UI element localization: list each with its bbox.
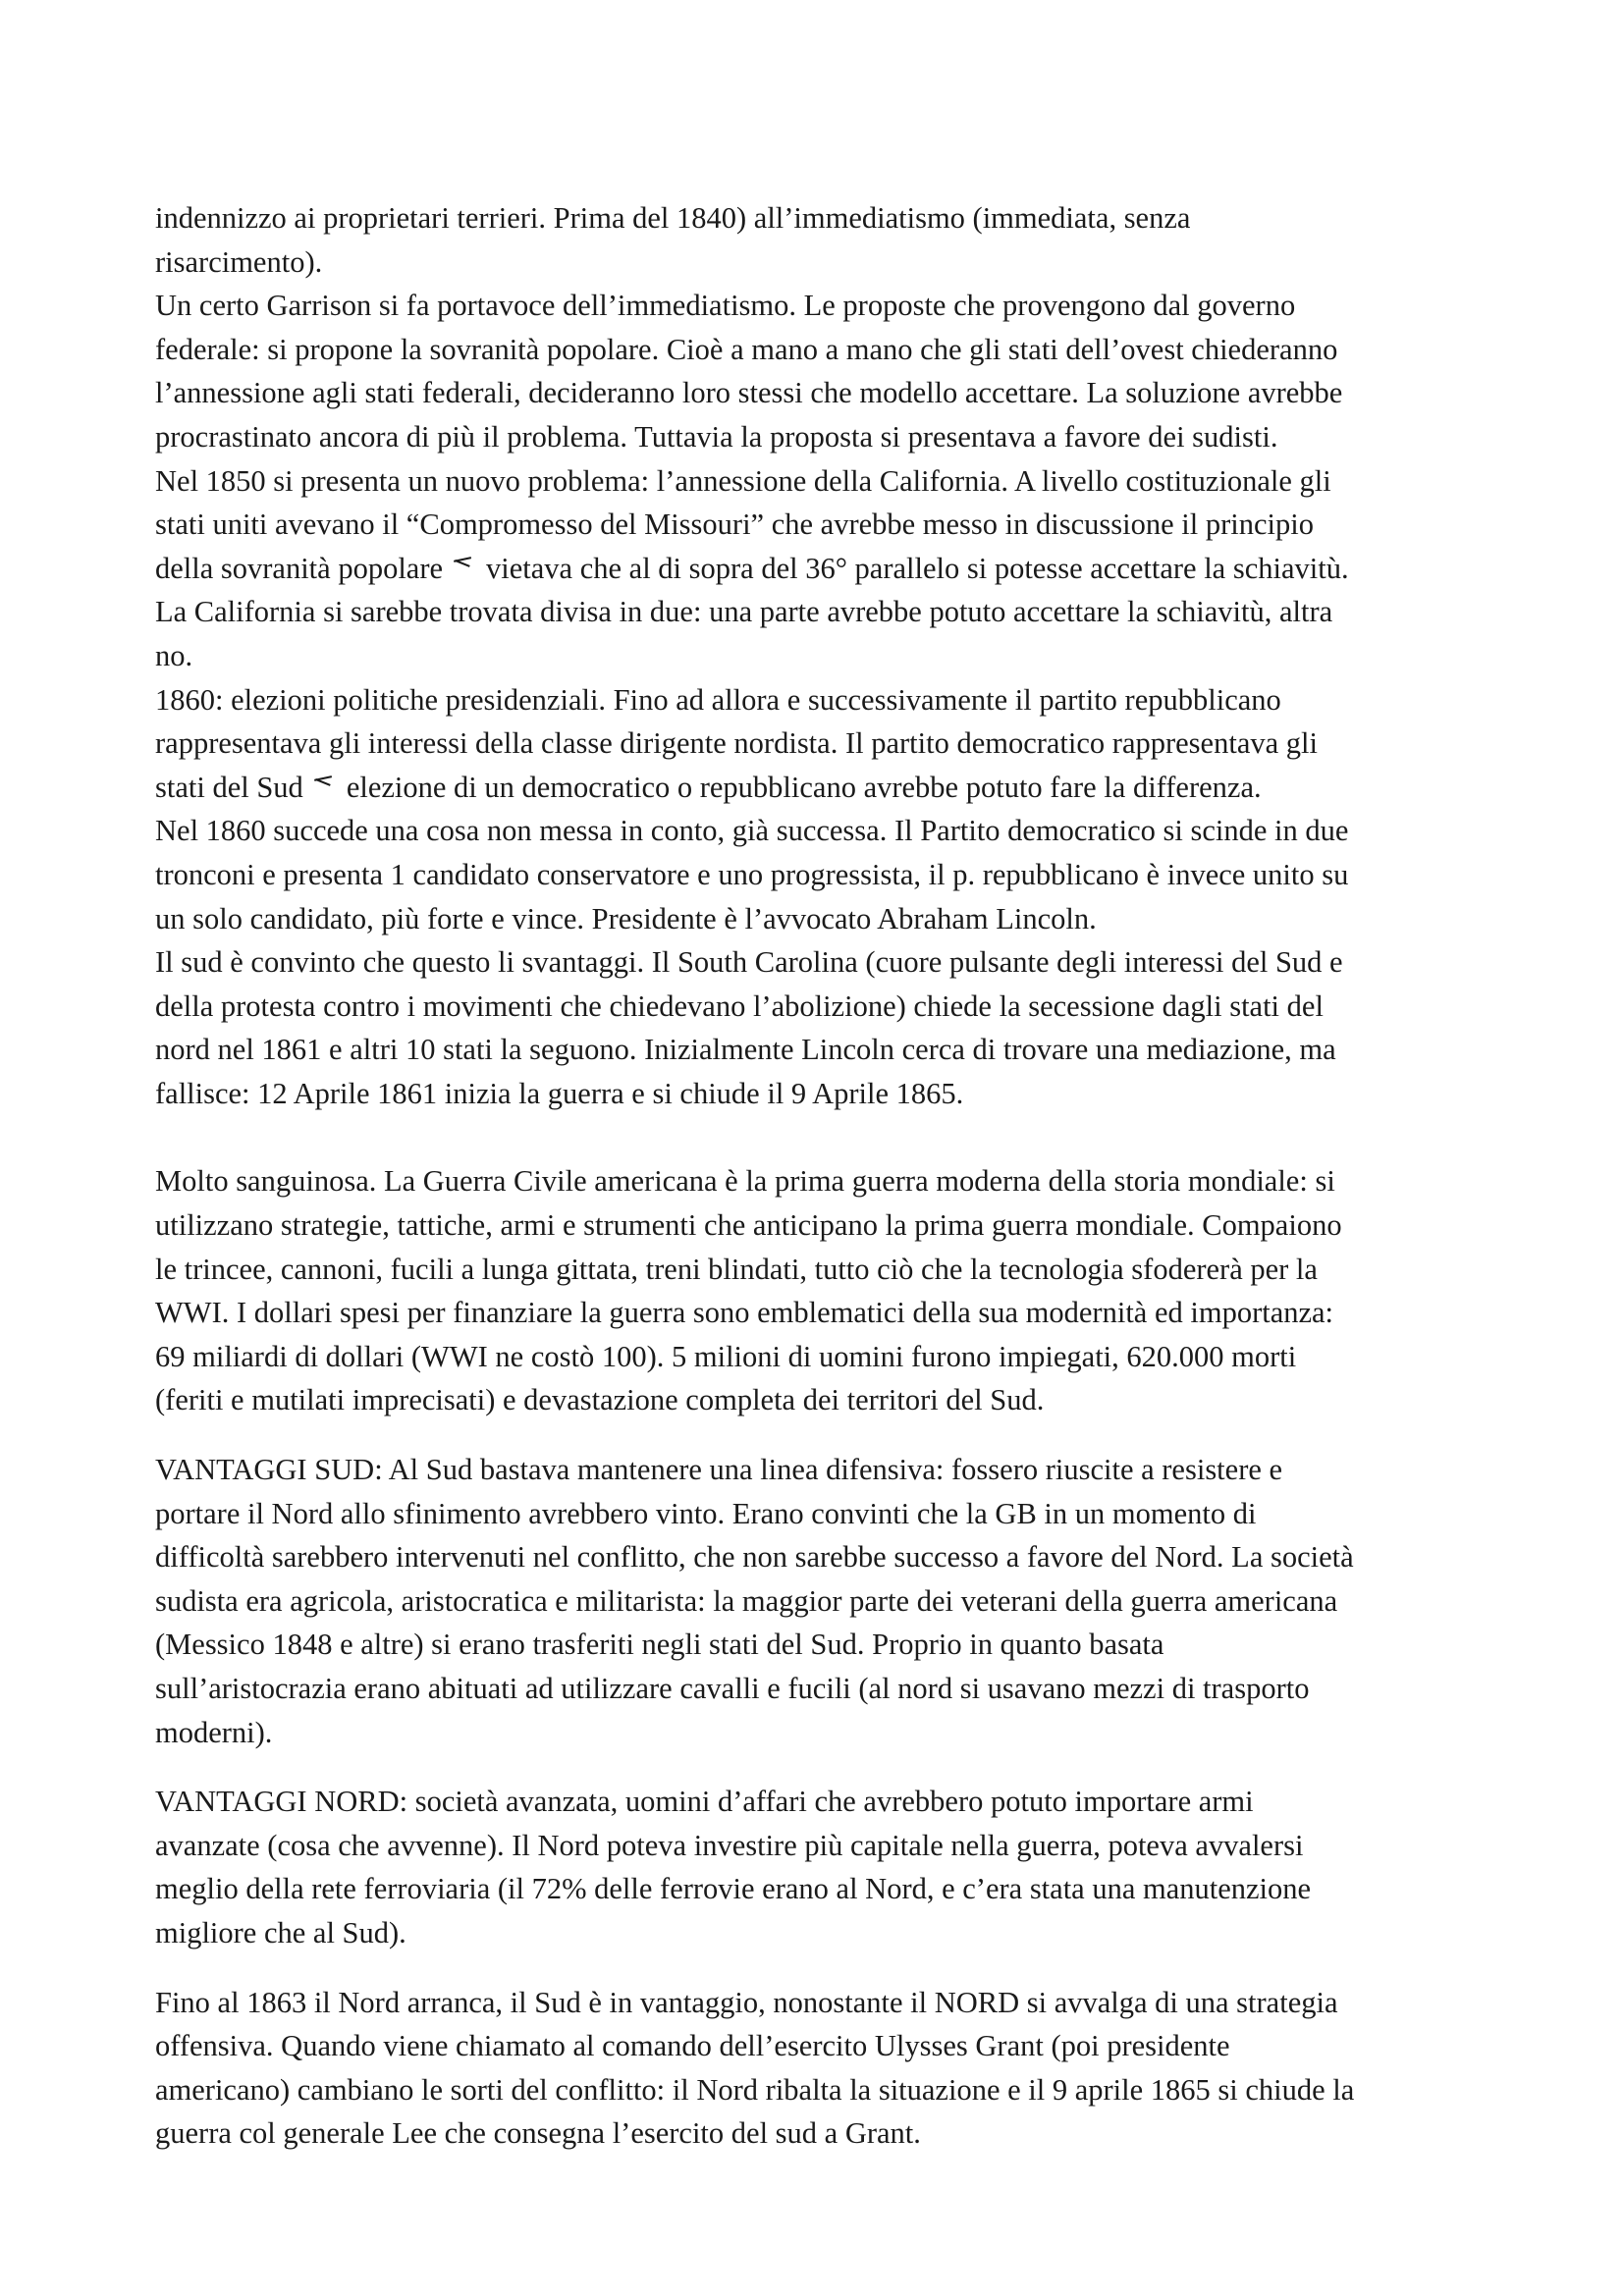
text-segment: elezione di un democratico o repubblicano avrebbe potuto fare la differenza.: [346, 770, 1262, 804]
text-segment: della sovranità popolare: [155, 551, 444, 585]
text-line: 1860: elezioni politiche presidenziali. Fino ad allora e successivamente il partito repubblicano: [155, 682, 1281, 717]
paragraph-vantaggi-nord: [155, 1780, 1490, 1954]
text-line: difficoltà sarebbero intervenuti nel conflitto, che non sarebbe successo a favore del Nord. La società: [155, 1540, 1354, 1575]
text-line: VANTAGGI NORD: società avanzata, uomini d’affari che avrebbero potuto importare armi: [155, 1785, 1254, 1819]
text-line: utilizzano strategie, tattiche, armi e strumenti che anticipano la prima guerra mondiale. Compaiono: [155, 1208, 1342, 1243]
text-line: Nel 1850 si presenta un nuovo problema: l’annessione della California. A livello costituzionale gli: [155, 463, 1331, 498]
implies-arrow-icon: [313, 775, 333, 787]
text-line: federale: si propone la sovranità popolare. Cioè a mano a mano che gli stati dell’ovest chiederanno: [155, 332, 1338, 366]
text-line: sudista era agricola, aristocratica e militarista: la maggior parte dei veterani della guerra americana: [155, 1583, 1338, 1618]
text-segment: stati del Sud: [155, 770, 303, 804]
text-line: americano) cambiano le sorti del conflitto: il Nord ribalta la situazione e il 9 aprile 1865 si chiude la: [155, 2072, 1355, 2107]
text-line: nord nel 1861 e altri 10 stati la seguono. Inizialmente Lincoln cerca di trovare una mediazione, ma: [155, 1033, 1336, 1067]
paragraph-civil-war: [155, 1159, 1490, 1422]
text-line: indennizzo ai proprietari terrieri. Prima del 1840) all’immediatismo (immediata, senza: [155, 201, 1191, 235]
text-line: fallisce: 12 Aprile 1861 inizia la guerra e si chiude il 9 Aprile 1865.: [155, 1076, 964, 1110]
text-line: tronconi e presenta 1 candidato conservatore e uno progressista, il p. repubblicano è invece unito su: [155, 857, 1349, 891]
paragraph-war-end: [155, 1981, 1490, 2156]
text-line: Un certo Garrison si fa portavoce dell’immediatismo. Le proposte che provengono dal governo: [155, 289, 1296, 323]
paragraph-spacer: [155, 1754, 1490, 1780]
paragraph-spacer: [155, 1115, 1490, 1159]
text-line: guerra col generale Lee che consegna l’esercito del sud a Grant.: [155, 2116, 921, 2151]
text-line: le trincee, cannoni, fucili a lunga gittata, treni blindati, tutto ciò che la tecnologia sfodererà per la: [155, 1252, 1318, 1286]
text-line: Molto sanguinosa. La Guerra Civile americana è la prima guerra moderna della storia mondiale: si: [155, 1164, 1335, 1199]
text-line: risarcimento).: [155, 244, 323, 279]
text-line: della protesta contro i movimenti che chiedevano l’abolizione) chiede la secessione dagli stati del: [155, 988, 1324, 1023]
text-line: meglio della rete ferroviaria (il 72% delle ferrovie erano al Nord, e c’era stata una manutenzione: [155, 1872, 1312, 1906]
text-line: un solo candidato, più forte e vince. Presidente è l’avvocato Abraham Lincoln.: [155, 901, 1097, 935]
text-line: avanzate (cosa che avvenne). Il Nord poteva investire più capitale nella guerra, poteva avvalersi: [155, 1828, 1304, 1862]
paragraph-vantaggi-sud: [155, 1448, 1490, 1754]
paragraph-spacer: [155, 1422, 1490, 1448]
implies-arrow-icon: [453, 557, 472, 568]
text-line: (Messico 1848 e altre) si erano trasferiti negli stati del Sud. Proprio in quanto basata: [155, 1628, 1164, 1662]
text-line: migliore che al Sud).: [155, 1915, 406, 1949]
paragraph-california-compromise: [155, 196, 1490, 1115]
text-line: rappresentava gli interessi della classe dirigente nordista. Il partito democratico rappresentava gli: [155, 726, 1318, 761]
text-line: sull’aristocrazia erano abituati ad utilizzare cavalli e fucili (al nord si usavano mezzi di trasporto: [155, 1672, 1310, 1705]
text-line: Fino al 1863 il Nord arranca, il Sud è in vantaggio, nonostante il NORD si avvalga di una strategia: [155, 1985, 1338, 2019]
text-line: WWI. I dollari spesi per finanziare la guerra sono emblematici della sua modernità ed importanza:: [155, 1296, 1334, 1330]
document-body: [155, 196, 1490, 2156]
text-line: Nel 1860 succede una cosa non messa in conto, già successa. Il Partito democratico si scinde in due: [155, 814, 1349, 848]
text-segment: vietava che al di sopra del 36° parallelo si potesse accettare la schiavitù.: [486, 551, 1349, 585]
text-line: Il sud è convinto che questo li svantaggi. Il South Carolina (cuore pulsante degli interessi del Sud e: [155, 945, 1343, 980]
text-line: (feriti e mutilati imprecisati) e devastazione completa dei territori del Sud.: [155, 1383, 1045, 1417]
text-line: l’annessione agli stati federali, decideranno loro stessi che modello accettare. La soluzione avrebbe: [155, 376, 1343, 410]
text-line: stati uniti avevano il “Compromesso del Missouri” che avrebbe messo in discussione il principio: [155, 507, 1314, 542]
text-line: 69 miliardi di dollari (WWI ne costò 100). 5 milioni di uomini furono impiegati, 620.000 morti: [155, 1339, 1297, 1373]
text-line: VANTAGGI SUD: Al Sud bastava mantenere una linea difensiva: fossero riuscite a resistere e: [155, 1453, 1283, 1487]
paragraph-spacer: [155, 1955, 1490, 1981]
text-line-with-arrow: [155, 547, 1490, 591]
text-line: La California si sarebbe trovata divisa in due: una parte avrebbe potuto accettare la schiavitù, altra: [155, 595, 1333, 629]
text-line: no.: [155, 638, 193, 672]
text-line: portare il Nord allo sfinimento avrebbero vinto. Erano convinti che la GB in un momento di: [155, 1496, 1257, 1530]
text-line: offensiva. Quando viene chiamato al comando dell’esercito Ulysses Grant (poi presidente: [155, 2029, 1230, 2063]
text-line-with-arrow: [155, 766, 1490, 810]
text-line: procrastinato ancora di più il problema. Tuttavia la proposta si presentava a favore dei sudisti.: [155, 419, 1278, 454]
text-line: moderni).: [155, 1715, 273, 1749]
